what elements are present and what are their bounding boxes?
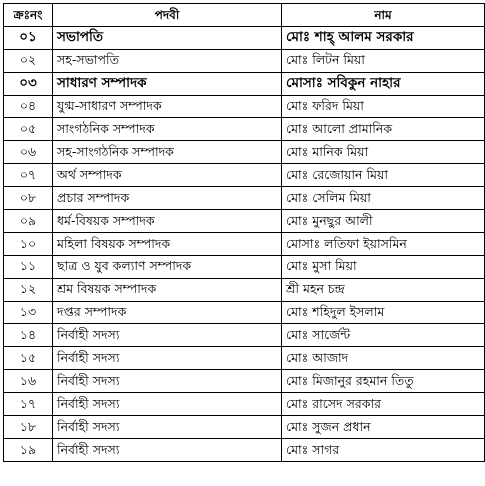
serial-cell: ০৪	[4, 95, 53, 118]
serial-cell: ১৮	[4, 416, 53, 439]
serial-cell: ১৭	[4, 393, 53, 416]
position-cell: নির্বাহী সদস্য	[53, 370, 282, 393]
table-row	[4, 26, 485, 49]
table-row	[4, 72, 485, 95]
serial-cell: ০৭	[4, 164, 53, 187]
committee-table	[3, 3, 485, 462]
position-cell: নির্বাহী সদস্য	[53, 438, 282, 461]
name-cell: মোঃ লিটন মিয়া	[282, 49, 485, 72]
name-cell: মোঃ সুজন প্রধান	[282, 416, 485, 439]
table-row	[4, 438, 485, 461]
position-cell: নির্বাহী সদস্য	[53, 324, 282, 347]
name-cell: মোঃ শাহ্ আলম সরকার	[282, 26, 485, 49]
position-cell: নির্বাহী সদস্য	[53, 347, 282, 370]
name-column-header: নাম	[282, 4, 485, 27]
position-cell: সহ-সাংগঠনিক সম্পাদক	[53, 141, 282, 164]
table-row	[4, 141, 485, 164]
table-row	[4, 324, 485, 347]
position-cell: শ্রম বিষয়ক সম্পাদক	[53, 278, 282, 301]
table-row	[4, 393, 485, 416]
table-row	[4, 164, 485, 187]
name-cell: মোঃ রেজোয়ান মিয়া	[282, 164, 485, 187]
table-row	[4, 232, 485, 255]
table-row	[4, 301, 485, 324]
serial-cell: ০৫	[4, 118, 53, 141]
table-row	[4, 210, 485, 233]
name-cell: মোঃ মিজানুর রহমান তিতু	[282, 370, 485, 393]
serial-cell: ১৩	[4, 301, 53, 324]
serial-cell: ০২	[4, 49, 53, 72]
name-cell: মোঃ মুনছুর আলী	[282, 210, 485, 233]
table-row	[4, 370, 485, 393]
serial-cell: ১০	[4, 232, 53, 255]
name-cell: মোঃ সার্জেন্ট	[282, 324, 485, 347]
position-cell: সাংগঠনিক সম্পাদক	[53, 118, 282, 141]
serial-column-header: ক্রঃনং	[4, 4, 53, 27]
position-cell: ধর্ম-বিষয়ক সম্পাদক	[53, 210, 282, 233]
position-cell: সভাপতি	[53, 26, 282, 49]
serial-cell: ১৪	[4, 324, 53, 347]
name-cell: মোঃ শহিদুল ইসলাম	[282, 301, 485, 324]
table-row	[4, 255, 485, 278]
position-cell: যুগ্ম-সাধারণ সম্পাদক	[53, 95, 282, 118]
table-row	[4, 416, 485, 439]
name-cell: মোঃ আলো প্রামানিক	[282, 118, 485, 141]
name-cell: মোঃ সাগর	[282, 438, 485, 461]
table-row	[4, 49, 485, 72]
position-cell: নির্বাহী সদস্য	[53, 393, 282, 416]
position-column-header: পদবী	[53, 4, 282, 27]
serial-cell: ১৬	[4, 370, 53, 393]
name-cell: মোঃ ফরিদ মিয়া	[282, 95, 485, 118]
position-cell: প্রচার সম্পাদক	[53, 187, 282, 210]
name-cell: মোসাঃ লতিফা ইয়াসমিন	[282, 232, 485, 255]
serial-cell: ১১	[4, 255, 53, 278]
table-row	[4, 347, 485, 370]
position-cell: অর্থ সম্পাদক	[53, 164, 282, 187]
position-cell: দপ্তর সম্পাদক	[53, 301, 282, 324]
table-row	[4, 95, 485, 118]
name-cell: মোঃ মুসা মিয়া	[282, 255, 485, 278]
serial-cell: ০৬	[4, 141, 53, 164]
position-cell: ছাত্র ও যুব কল্যাণ সম্পাদক	[53, 255, 282, 278]
name-cell: শ্রী মহন চন্দ্র	[282, 278, 485, 301]
name-cell: মোঃ রাসেদ সরকার	[282, 393, 485, 416]
table-row	[4, 278, 485, 301]
table-row	[4, 118, 485, 141]
position-cell: সহ-সভাপতি	[53, 49, 282, 72]
name-cell: মোঃ আজাদ	[282, 347, 485, 370]
name-cell: মোঃ সেলিম মিয়া	[282, 187, 485, 210]
position-cell: মহিলা বিষয়ক সম্পাদক	[53, 232, 282, 255]
serial-cell: ০৮	[4, 187, 53, 210]
header-row	[4, 4, 485, 27]
serial-cell: ০৩	[4, 72, 53, 95]
serial-cell: ১২	[4, 278, 53, 301]
position-cell: নির্বাহী সদস্য	[53, 416, 282, 439]
serial-cell: ০১	[4, 26, 53, 49]
serial-cell: ১৫	[4, 347, 53, 370]
table-row	[4, 187, 485, 210]
position-cell: সাধারণ সম্পাদক	[53, 72, 282, 95]
name-cell: মোঃ মানিক মিয়া	[282, 141, 485, 164]
serial-cell: ০৯	[4, 210, 53, 233]
name-cell: মোসাঃ সবিকুন নাহার	[282, 72, 485, 95]
table-body	[4, 26, 485, 461]
serial-cell: ১৯	[4, 438, 53, 461]
